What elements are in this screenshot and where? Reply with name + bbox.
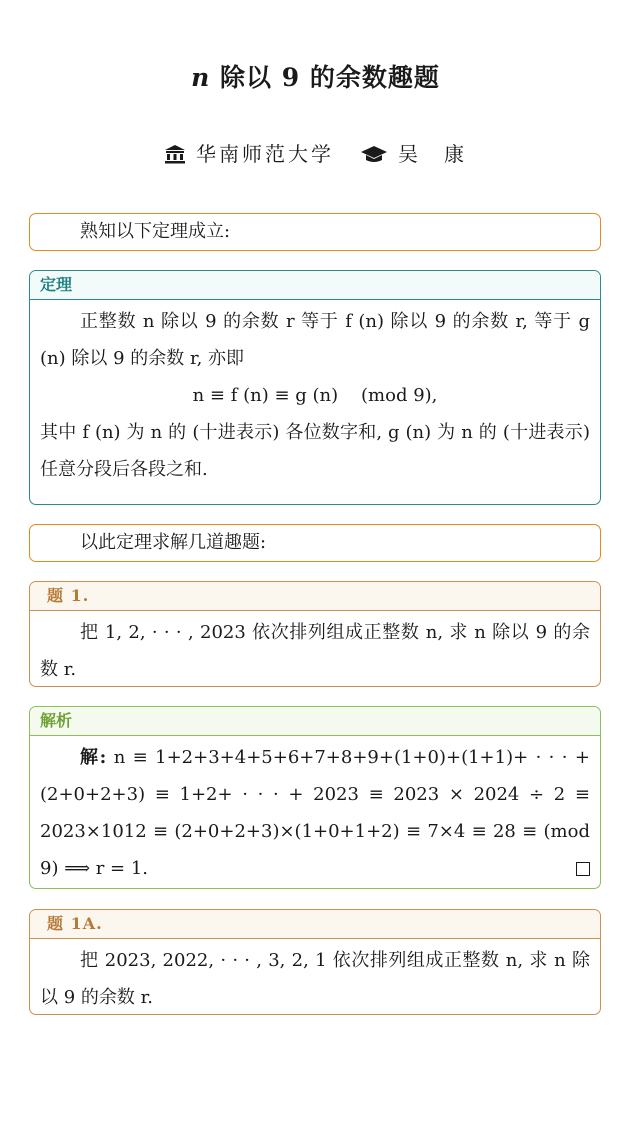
author-school: 华南师范大学 xyxy=(196,142,334,166)
solution-box xyxy=(29,706,601,889)
solution-body xyxy=(30,736,600,891)
title-variable: n xyxy=(191,63,211,92)
problem-1-box xyxy=(29,581,601,687)
solution-label: 解: xyxy=(80,747,107,768)
intro2-text: 以此定理求解几道趣题: xyxy=(80,532,267,553)
author-line xyxy=(0,138,631,169)
qed-box-icon xyxy=(576,862,590,876)
page-title xyxy=(0,58,631,94)
theorem-header: 定理 xyxy=(30,271,600,300)
title-text: 除以 9 的余数趣题 xyxy=(210,63,440,92)
solution-header: 解析 xyxy=(30,707,600,736)
intro2-box xyxy=(29,524,601,562)
theorem-box xyxy=(29,270,601,505)
problem-1-text: 把 1, 2, · · · , 2023 依次排列组成正整数 n, 求 n 除以 9 的余数 r. xyxy=(40,622,590,680)
theorem-formula: n ≡ f (n) ≡ g (n) (mod 9), xyxy=(192,385,438,406)
solution-text: n ≡ 1+2+3+4+5+6+7+8+9+(1+0)+(1+1)+ · · · + (2+0+2+3) ≡ 1+2+ · · · + 2023 ≡ 2023 × 2024 ÷ 2 ≡ 2023×1012 ≡ (2+0+2+3)×(1+0+1+2) ≡ 7×4 ≡ 28 ≡ (mod 9) ⟹ r = 1. xyxy=(40,747,590,879)
author-name: 吴 康 xyxy=(398,142,467,166)
intro-box xyxy=(29,213,601,251)
intro-text: 熟知以下定理成立: xyxy=(80,221,231,242)
university-icon xyxy=(164,144,186,169)
graduation-cap-icon xyxy=(360,144,388,169)
theorem-note: 其中 f (n) 为 n 的 (十进表示) 各位数字和, g (n) 为 n 的 (十进表示) 任意分段后各段之和. xyxy=(40,422,590,480)
problem-1a-text: 把 2023, 2022, · · · , 3, 2, 1 依次排列组成正整数 n, 求 n 除以 9 的余数 r. xyxy=(40,950,590,1008)
problem-1a-box xyxy=(29,909,601,1015)
problem-1-header: 题 1. xyxy=(30,582,600,611)
problem-1a-header: 题 1A. xyxy=(30,910,600,939)
theorem-statement: 正整数 n 除以 9 的余数 r 等于 f (n) 除以 9 的余数 r, 等于 g (n) 除以 9 的余数 r, 亦即 xyxy=(40,311,590,369)
theorem-body xyxy=(30,300,600,492)
